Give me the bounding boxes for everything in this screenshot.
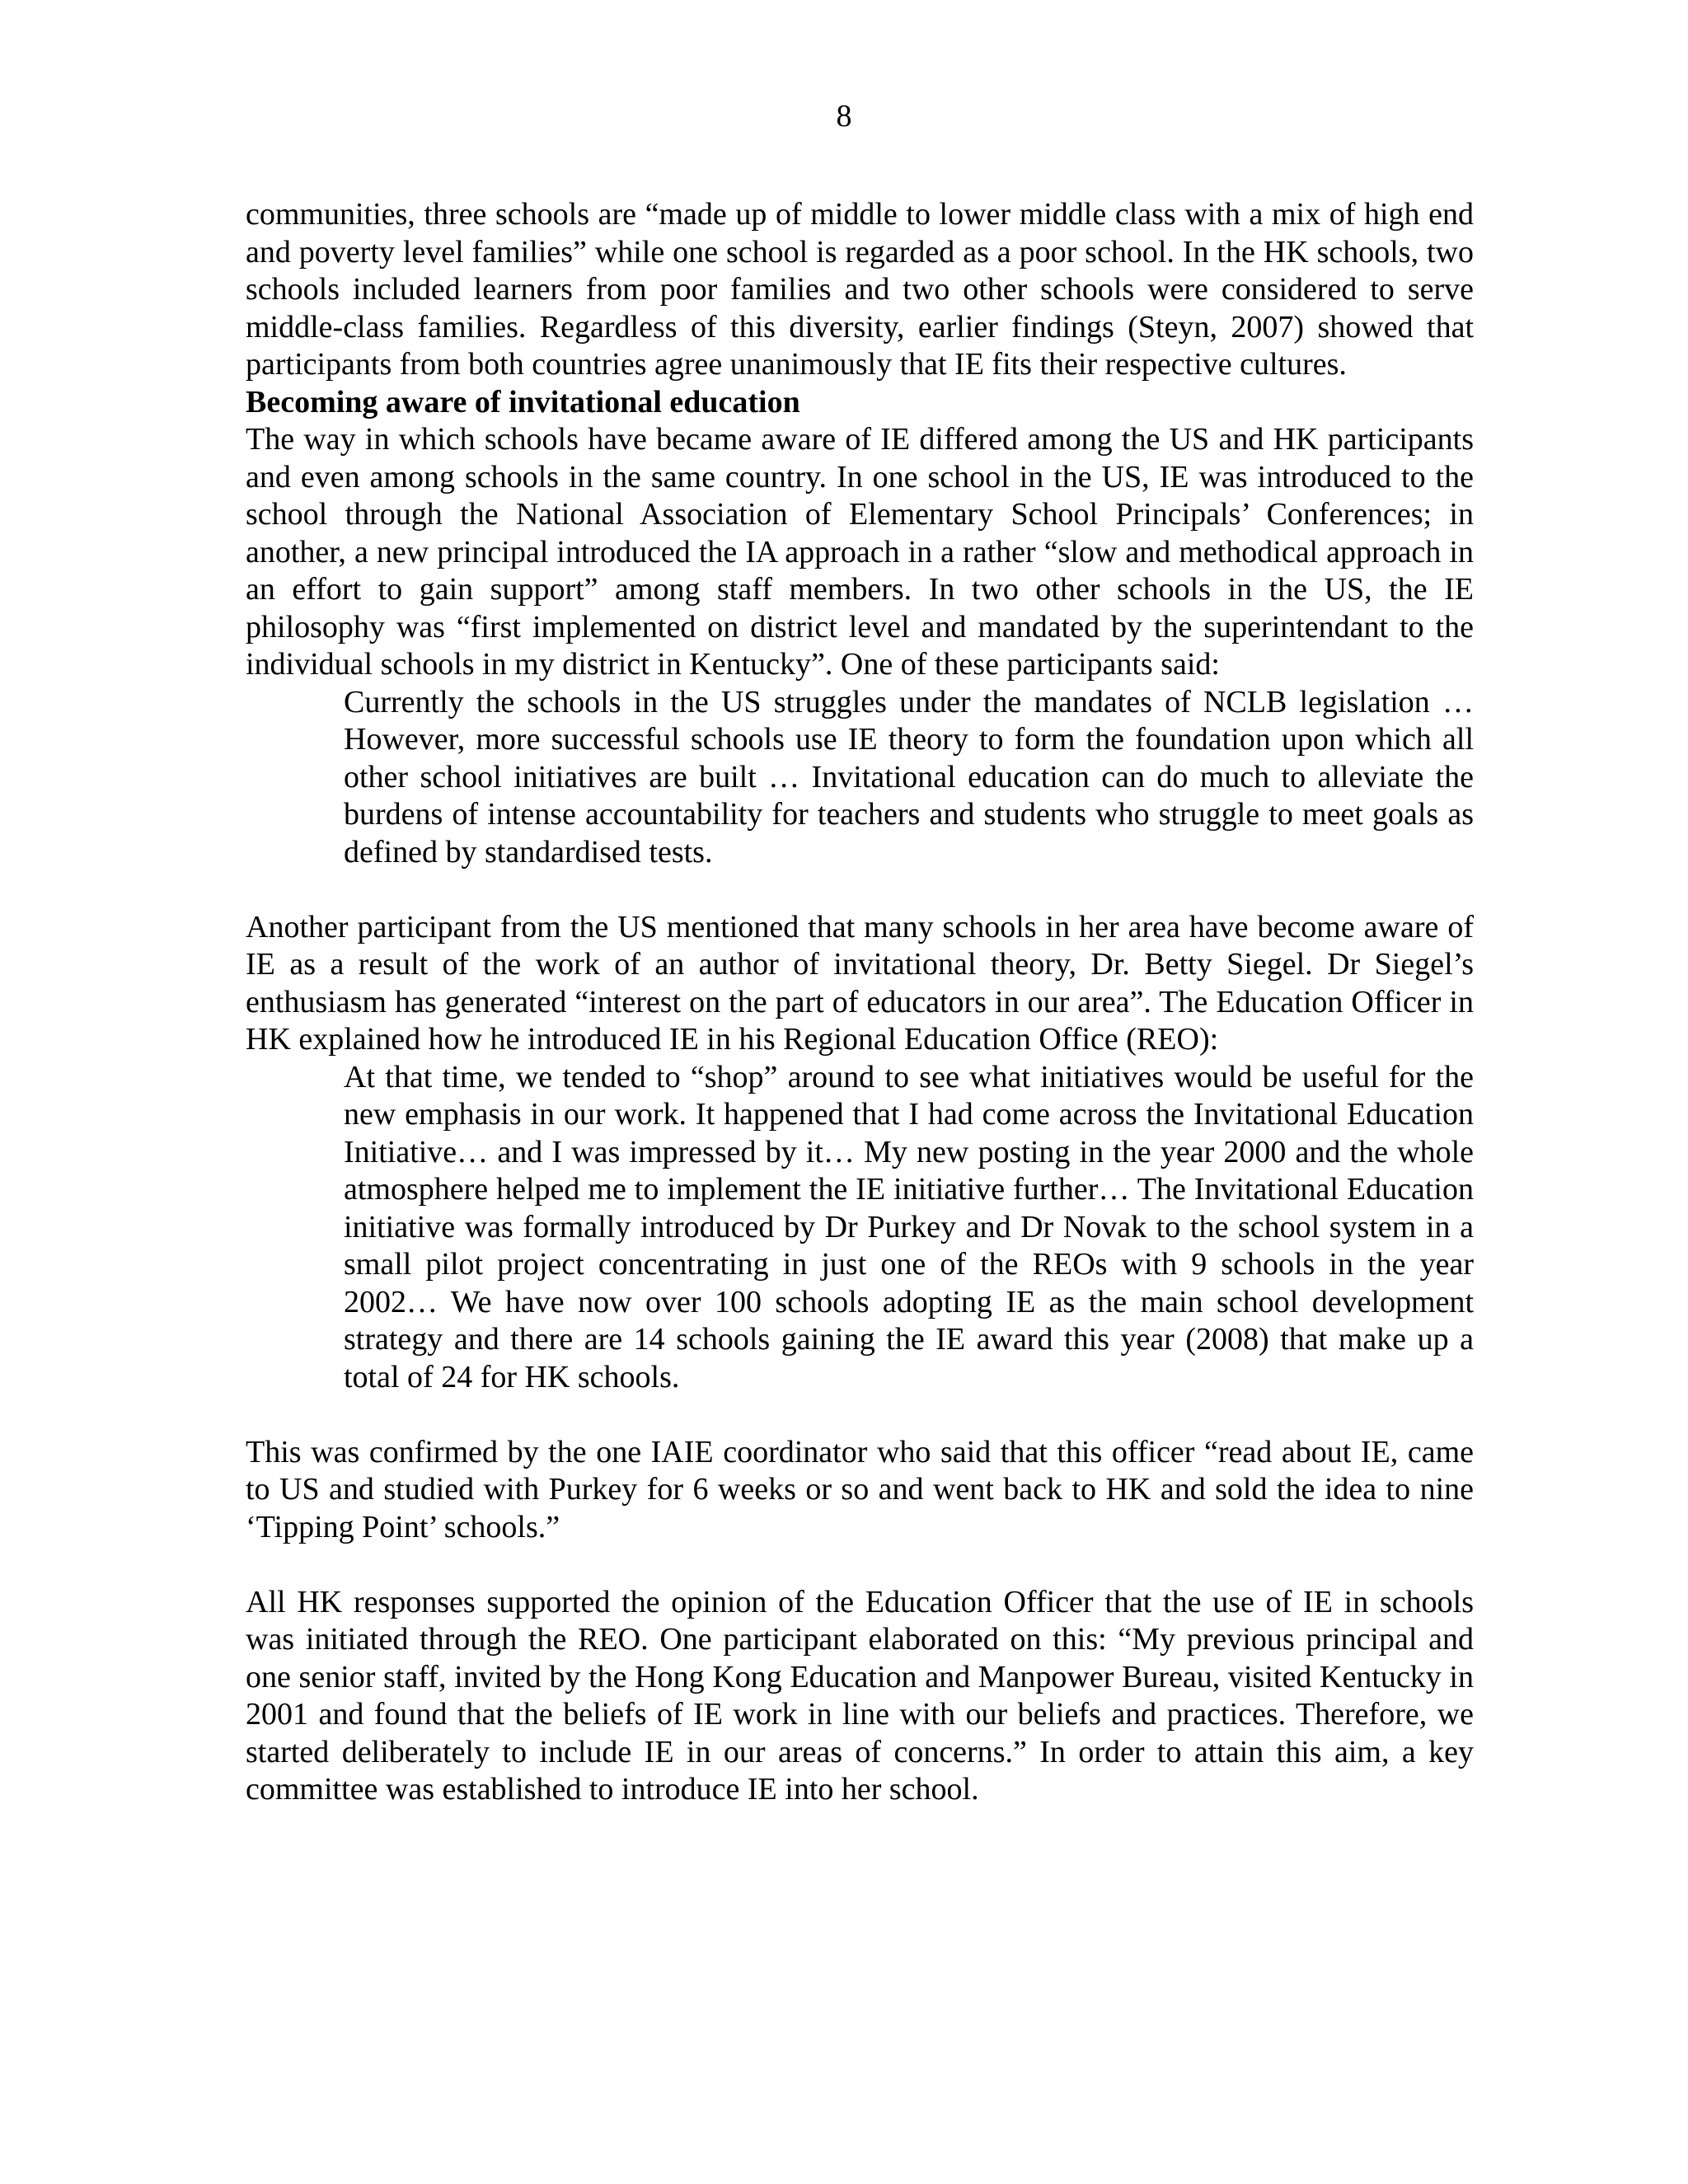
page-number: 8 — [836, 99, 852, 134]
block-quote-nclb: Currently the schools in the US struggles under the mandates of NCLB legislation … However, more successful schools use IE theory to form the foundation upon which all other school initiatives are built … Invitational education can do much to alleviate the burdens of intense accountability for teachers and students who struggle to meet goals as defined by standardised tests. — [344, 684, 1474, 869]
paragraph-betty-siegel: Another participant from the US mentioned that many schools in her area have become aware of IE as a result of the work of an author of invitational theory, Dr. Betty Siegel. Dr Siegel’s enthusiasm has generated “interest on the part of educators in our area”. The Education Officer in HK explained how he introduced IE in his Regional Education Office (REO): — [246, 909, 1474, 1057]
block-quote-education-officer: At that time, we tended to “shop” around to see what initiatives would be useful for the new emphasis in our work. It happened that I had come across the Invitational Education Initiative… and I was impressed by it… My new posting in the year 2000 and the whole atmosphere helped me to implement the IE initiative further… The Invitational Education initiative was formally introduced by Dr Purkey and Dr Novak to the school system in a small pilot project concentrating in just one of the REOs with 9 schools in the year 2002… We have now over 100 schools adopting IE as the main school development strategy and there are 14 schools gaining the IE award this year (2008) that make up a total of 24 for HK schools. — [344, 1059, 1474, 1394]
document-body — [246, 196, 1474, 1809]
paragraph-participant-communities: communities, three schools are “made up of middle to lower middle class with a mix of high end and poverty level families” while one school is regarded as a poor school. In the HK schools, two schools included learners from poor families and two other schools were considered to serve middle-class families. Regardless of this diversity, earlier findings (Steyn, 2007) showed that participants from both countries agree unanimously that IE fits their respective cultures. — [246, 197, 1474, 382]
paragraph-iaie-coordinator: This was confirmed by the one IAIE coordinator who said that this officer “read about IE, came to US and studied with Purkey for 6 weeks or so and went back to HK and sold the idea to nine ‘Tipping Point’ schools.” — [246, 1434, 1474, 1544]
paragraph-awareness-ways: The way in which schools have became aware of IE differed among the US and HK participants and even among schools in the same country. In one school in the US, IE was introduced to the school through the National Association of Elementary School Principals’ Conferences; in another, a new principal introduced the IA approach in a rather “slow and methodical approach in an effort to gain support” among staff members. In two other schools in the US, the IE philosophy was “first implemented on district level and mandated by the superintendant to the individual schools in my district in Kentucky”. One of these participants said: — [246, 422, 1474, 682]
paragraph-hk-responses: All HK responses supported the opinion of the Education Officer that the use of IE in schools was initiated through the REO. One participant elaborated on this: “My previous principal and one senior staff, invited by the Hong Kong Education and Manpower Bureau, visited Kentucky in 2001 and found that the beliefs of IE work in line with our beliefs and practices. Therefore, we started deliberately to include IE in our areas of concerns.” In order to attain this aim, a key committee was established to introduce IE into her school. — [246, 1584, 1474, 1807]
section-heading: Becoming aware of invitational education — [246, 384, 800, 419]
